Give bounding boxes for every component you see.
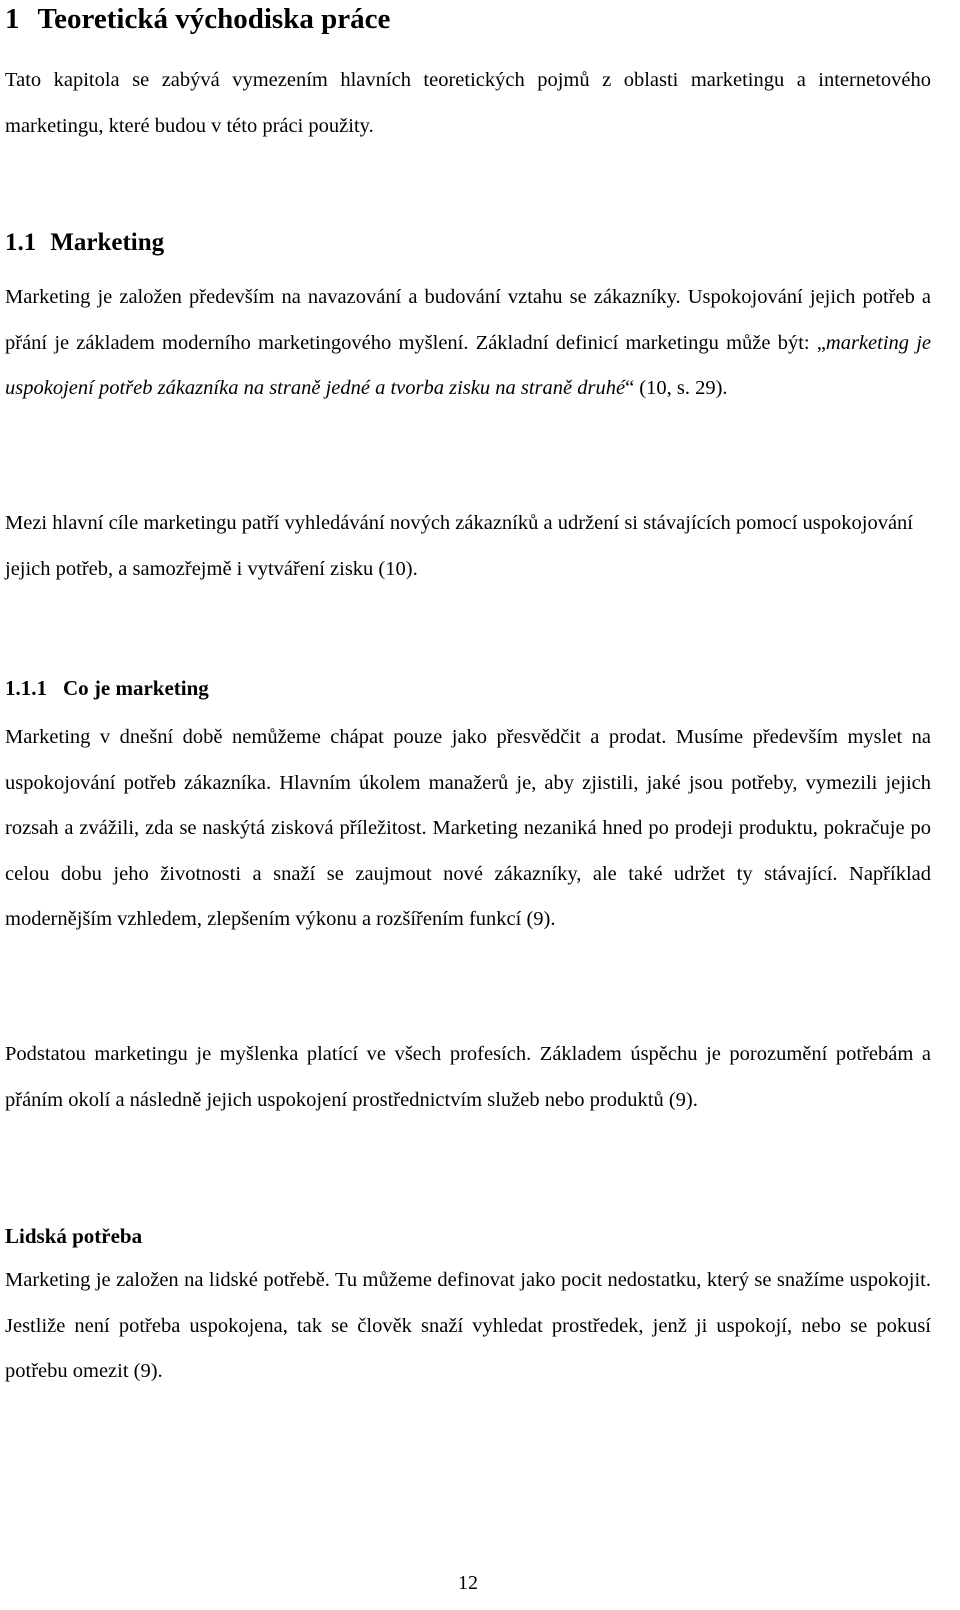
- marketing-definition-paragraph: [5, 275, 931, 412]
- co-je-marketing-paragraph-2: Podstatou marketingu je myšlenka platící ve všech profesích. Základem úspěchu je porozumění potřebám a přáním okolí a následně jejich uspokojení prostřednictvím služeb nebo produktů (9).: [5, 1043, 931, 1111]
- chapter-title: Teoretická východiska práce: [37, 3, 391, 35]
- section-heading: [5, 227, 164, 259]
- subsection-number: 1.1.1: [5, 676, 47, 700]
- page-number: 12: [458, 1572, 478, 1594]
- section-title: Marketing: [50, 229, 165, 256]
- co-je-marketing-paragraph-1: Marketing v dnešní době nemůžeme chápat pouze jako přesvědčit a prodat. Musíme především myslet na uspokojování potřeb zákazníka. Hlavním úkolem manažerů je, aby zjistili, jaké jsou potřeby, vymezili jejich rozsah a zvážili, zda se naskýtá zisková příležitost. Marketing nezaniká hned po prodeji produktu, pokračuje po celou dobu jeho životnosti a snaží se zaujmout nové zákazníky, ale také udržet ty stávající. Například modernějším vzhledem, zlepšením výkonu a rozšířením funkcí (9).: [5, 726, 931, 930]
- subsection-heading: [5, 674, 209, 702]
- definition-lead-text: Marketing je založen především na navazování a budování vztahu se zákazníky. Uspokojování jejich potřeb a přání je základem moderního marketingového myšlení. Základní definicí marketingu může být: „: [5, 286, 931, 354]
- definition-citation: “ (10, s. 29).: [625, 377, 728, 399]
- chapter-heading: [5, 0, 390, 38]
- definition-quote: marketing je uspokojení potřeb zákazníka na straně jedné a tvorba zisku na straně druhé: [5, 331, 932, 399]
- section-number: 1.1: [5, 229, 37, 256]
- lidska-potreba-paragraph: Marketing je založen na lidské potřebě. Tu můžeme definovat jako pocit nedostatku, který se snažíme uspokojit. Jestliže není potřeba uspokojena, tak se člověk snaží vyhledat prostředek, jenž ji uspokojí, nebo se pokusí potřebu omezit (9).: [5, 1269, 931, 1382]
- intro-paragraph: Tato kapitola se zabývá vymezením hlavních teoretických pojmů z oblasti marketingu a internetového marketingu, které budou v této práci použity.: [5, 69, 931, 137]
- lidska-potreba-heading: Lidská potřeba: [5, 1224, 143, 1248]
- chapter-number: 1: [5, 3, 20, 35]
- marketing-goals-paragraph: Mezi hlavní cíle marketingu patří vyhledávání nových zákazníků a udržení si stávajících pomocí uspokojování jejich potřeb, a samozřejmě i vytváření zisku (10).: [5, 512, 913, 580]
- subsection-title: Co je marketing: [63, 676, 209, 700]
